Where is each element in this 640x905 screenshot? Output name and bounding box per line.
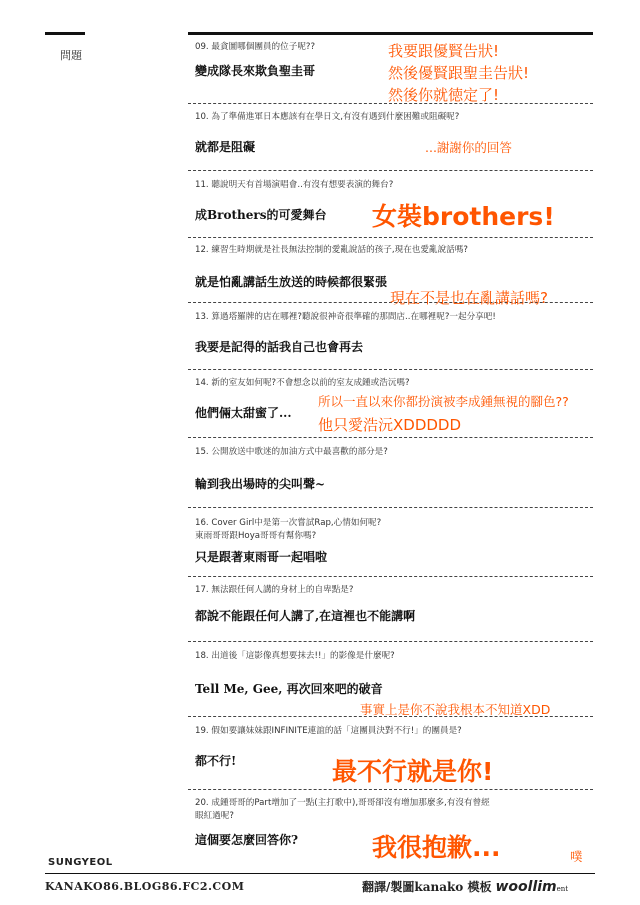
- question-text: 11. 聽說明天有首場演唱會..有沒有想要表演的舞台?: [195, 180, 394, 190]
- answer-text: 都說不能跟任何人講了,在這裡也不能講啊: [195, 609, 416, 623]
- footer-rule: [45, 873, 595, 874]
- question-text: 14. 新的室友如何呢?不會想念以前的室友成鍾或浩沅嗎?: [195, 378, 410, 388]
- question-text: 12. 練習生時期就是社長無法控制的愛亂說話的孩子,現在也愛亂說話嗎?: [195, 245, 468, 255]
- qa-item-18: [195, 650, 595, 697]
- sidebar-label: 問題: [60, 49, 82, 62]
- question-text: 18. 出道後「這影像真想要抹去!!」的影像是什麼呢?: [195, 651, 395, 661]
- sidebar-top-rule: [45, 32, 85, 35]
- question-text: 15. 公開放送中歌迷的加油方式中最喜歡的部分是?: [195, 447, 388, 457]
- annotation-12: 現在不是也在亂講話嗎?: [390, 289, 548, 307]
- footer-blog-url: KANAKO86.BLOG86.FC2.COM: [45, 880, 245, 893]
- annotation-18: 事實上是你不說我根本不知道XDD: [360, 702, 551, 717]
- qa-item-10: [195, 111, 595, 155]
- separator: [188, 437, 593, 438]
- annotation-14-line1: 所以一直以來你都扮演被李成鍾無視的腳色??: [318, 394, 569, 409]
- separator: [188, 576, 593, 577]
- annotation-19: 最不行就是你!: [332, 757, 494, 786]
- woollim-logo: woollim: [495, 879, 557, 895]
- answer-text: 這個要怎麼回答你?: [195, 833, 299, 847]
- content-top-rule: [188, 32, 593, 35]
- question-text: 10. 為了準備進軍日本應該有在學日文,有沒有遇到什麼困難或阻礙呢?: [195, 112, 460, 122]
- annotation-14-line2: 他只愛浩沅XDDDDD: [318, 416, 462, 434]
- annotation-09-line1: 我要跟優賢告狀!: [388, 42, 500, 60]
- question-text-continued: 眼紅過呢?: [195, 811, 234, 821]
- annotation-10: ...謝謝你的回答: [425, 140, 512, 155]
- answer-text: 就是怕亂講話生放送的時候都很緊張: [195, 275, 388, 289]
- answer-text: 他們倆太甜蜜了...: [195, 406, 292, 420]
- footer-credit-text: 翻譯/製圖kanako 模板: [362, 880, 492, 894]
- qa-item-17: [195, 584, 595, 624]
- question-text: 09. 最貪圖哪個團員的位子呢??: [195, 42, 316, 52]
- question-text: 17. 無法跟任何人講的身材上的自卑點是?: [195, 585, 354, 595]
- woollim-logo-suffix: ent: [556, 885, 569, 893]
- annotation-09-line3: 然後你就徳定了!: [388, 86, 500, 104]
- question-text: 20. 成鍾哥哥的Part增加了一點(主打歌中),哥哥卻沒有增加那麼多,有沒有曾經: [195, 798, 490, 808]
- member-name: SUNGYEOL: [48, 857, 113, 868]
- annotation-20: 我很抱歉...: [372, 833, 501, 862]
- question-text: 13. 算過塔羅牌的店在哪裡?聽說很神奇很準確的那間店..在哪裡呢?一起分享吧!: [195, 312, 496, 322]
- answer-text: 成Brothers的可愛舞台: [195, 208, 327, 222]
- answer-text: 我要是記得的話我自己也會再去: [195, 340, 364, 354]
- annotation-09-line2: 然後優賢跟聖圭告狀!: [388, 64, 530, 82]
- answer-text: 輪到我出場時的尖叫聲~: [195, 477, 326, 491]
- qa-item-15: [195, 446, 595, 492]
- answer-text: 都不行!: [195, 754, 237, 768]
- question-text: 19. 假如要讓妹妹跟INFINITE連誼的話「這團員決對不行!」的團員是?: [195, 726, 462, 736]
- question-text: 16. Cover Girl中是第一次嘗試Rap,心情如何呢?: [195, 518, 382, 528]
- answer-text: Tell Me, Gee, 再次回來吧的破音: [195, 682, 383, 696]
- question-text-continued: 東雨哥哥跟Hoya哥哥有幫你嗎?: [195, 531, 317, 541]
- annotation-20-small: 噗: [570, 849, 583, 864]
- answer-text: 變成隊長來欺負聖圭哥: [195, 64, 316, 78]
- separator: [188, 641, 593, 642]
- qa-item-13: [195, 311, 595, 355]
- separator: [188, 507, 593, 508]
- separator: [188, 237, 593, 238]
- annotation-11: 女裝brothers!: [372, 202, 555, 231]
- answer-text: 就都是阻礙: [195, 140, 256, 154]
- footer-credit: [362, 878, 568, 895]
- qa-item-16: [195, 517, 595, 565]
- separator: [188, 369, 593, 370]
- qa-item-12: [195, 244, 595, 290]
- answer-text: 只是跟著東雨哥一起唱啦: [195, 550, 328, 564]
- separator: [188, 170, 593, 171]
- separator: [188, 789, 593, 790]
